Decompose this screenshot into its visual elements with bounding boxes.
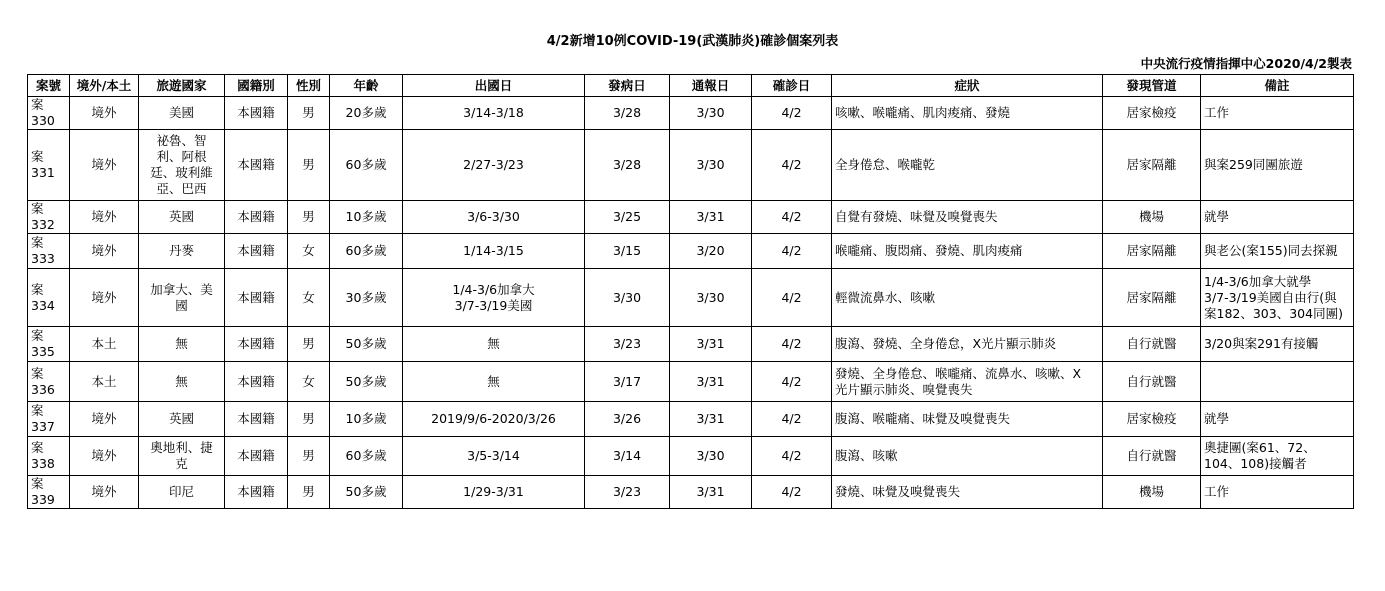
cell-notes: 就學 bbox=[1201, 201, 1354, 234]
cell-nationality: 本國籍 bbox=[225, 269, 288, 327]
cell-channel: 機場 bbox=[1103, 476, 1201, 509]
cell-departure: 1/14-3/15 bbox=[403, 234, 585, 269]
cell-travel: 英國 bbox=[139, 201, 225, 234]
cell-confirm: 4/2 bbox=[752, 130, 832, 201]
cell-confirm: 4/2 bbox=[752, 327, 832, 362]
cell-origin: 境外 bbox=[70, 269, 139, 327]
header-onset: 發病日 bbox=[585, 75, 670, 97]
cell-symptoms: 發燒、全身倦怠、喉嚨痛、流鼻水、咳嗽、X 光片顯示肺炎、嗅覺喪失 bbox=[832, 362, 1103, 402]
header-sex: 性別 bbox=[288, 75, 330, 97]
cell-case-no: 案334 bbox=[28, 269, 70, 327]
cell-onset: 3/30 bbox=[585, 269, 670, 327]
cell-channel: 機場 bbox=[1103, 201, 1201, 234]
cell-sex: 女 bbox=[288, 269, 330, 327]
cell-age: 50多歲 bbox=[330, 476, 403, 509]
cell-confirm: 4/2 bbox=[752, 269, 832, 327]
cell-origin: 境外 bbox=[70, 437, 139, 476]
cell-nationality: 本國籍 bbox=[225, 402, 288, 437]
document-title: 4/2新增10例COVID-19(武漢肺炎)確診個案列表 bbox=[546, 34, 839, 49]
table-row bbox=[28, 97, 1354, 130]
cell-age: 10多歲 bbox=[330, 402, 403, 437]
cell-channel: 居家隔離 bbox=[1103, 130, 1201, 201]
cell-symptoms: 腹瀉、喉嚨痛、味覺及嗅覺喪失 bbox=[832, 402, 1103, 437]
cell-nationality: 本國籍 bbox=[225, 130, 288, 201]
table-row bbox=[28, 402, 1354, 437]
cell-nationality: 本國籍 bbox=[225, 437, 288, 476]
cell-sex: 男 bbox=[288, 402, 330, 437]
cell-report: 3/31 bbox=[670, 327, 752, 362]
cell-nationality: 本國籍 bbox=[225, 97, 288, 130]
cell-travel: 無 bbox=[139, 362, 225, 402]
header-departure: 出國日 bbox=[403, 75, 585, 97]
header-age: 年齡 bbox=[330, 75, 403, 97]
cell-departure: 3/5-3/14 bbox=[403, 437, 585, 476]
cell-age: 60多歲 bbox=[330, 130, 403, 201]
cell-symptoms: 全身倦怠、喉嚨乾 bbox=[832, 130, 1103, 201]
cell-case-no: 案335 bbox=[28, 327, 70, 362]
cell-departure: 3/6-3/30 bbox=[403, 201, 585, 234]
cell-age: 50多歲 bbox=[330, 327, 403, 362]
header-confirm: 確診日 bbox=[752, 75, 832, 97]
cell-case-no: 案332 bbox=[28, 201, 70, 234]
cell-age: 60多歲 bbox=[330, 234, 403, 269]
cell-onset: 3/17 bbox=[585, 362, 670, 402]
cell-symptoms: 自覺有發燒、味覺及嗅覺喪失 bbox=[832, 201, 1103, 234]
cell-channel: 自行就醫 bbox=[1103, 437, 1201, 476]
cell-departure: 1/4-3/6加拿大 3/7-3/19美國 bbox=[403, 269, 585, 327]
cell-age: 10多歲 bbox=[330, 201, 403, 234]
header-notes: 備註 bbox=[1201, 75, 1354, 97]
cell-confirm: 4/2 bbox=[752, 234, 832, 269]
cell-sex: 男 bbox=[288, 97, 330, 130]
cell-sex: 男 bbox=[288, 201, 330, 234]
cell-travel: 丹麥 bbox=[139, 234, 225, 269]
cell-case-no: 案330 bbox=[28, 97, 70, 130]
cell-travel: 無 bbox=[139, 327, 225, 362]
cell-departure: 無 bbox=[403, 362, 585, 402]
cell-report: 3/30 bbox=[670, 97, 752, 130]
cell-report: 3/31 bbox=[670, 476, 752, 509]
cell-nationality: 本國籍 bbox=[225, 362, 288, 402]
cell-report: 3/30 bbox=[670, 269, 752, 327]
cell-departure: 2/27-3/23 bbox=[403, 130, 585, 201]
cell-sex: 男 bbox=[288, 327, 330, 362]
cell-sex: 男 bbox=[288, 130, 330, 201]
cell-sex: 女 bbox=[288, 362, 330, 402]
cell-case-no: 案338 bbox=[28, 437, 70, 476]
cell-confirm: 4/2 bbox=[752, 402, 832, 437]
cell-notes: 與案259同團旅遊 bbox=[1201, 130, 1354, 201]
cell-origin: 本土 bbox=[70, 327, 139, 362]
header-channel: 發現管道 bbox=[1103, 75, 1201, 97]
cell-nationality: 本國籍 bbox=[225, 476, 288, 509]
header-origin: 境外/本土 bbox=[70, 75, 139, 97]
cell-report: 3/31 bbox=[670, 402, 752, 437]
cell-nationality: 本國籍 bbox=[225, 234, 288, 269]
header-report: 通報日 bbox=[670, 75, 752, 97]
cell-origin: 境外 bbox=[70, 476, 139, 509]
cell-channel: 居家檢疫 bbox=[1103, 402, 1201, 437]
cell-case-no: 案339 bbox=[28, 476, 70, 509]
cell-departure: 2019/9/6-2020/3/26 bbox=[403, 402, 585, 437]
cell-symptoms: 發燒、味覺及嗅覺喪失 bbox=[832, 476, 1103, 509]
cell-onset: 3/15 bbox=[585, 234, 670, 269]
cell-nationality: 本國籍 bbox=[225, 327, 288, 362]
cell-confirm: 4/2 bbox=[752, 476, 832, 509]
header-symptoms: 症狀 bbox=[832, 75, 1103, 97]
cell-origin: 境外 bbox=[70, 402, 139, 437]
cell-notes: 3/20與案291有接觸 bbox=[1201, 327, 1354, 362]
cell-case-no: 案336 bbox=[28, 362, 70, 402]
cell-age: 30多歲 bbox=[330, 269, 403, 327]
cell-confirm: 4/2 bbox=[752, 437, 832, 476]
issuer-line: 中央流行疫情指揮中心2020/4/2製表 bbox=[1140, 56, 1352, 71]
header-row bbox=[28, 75, 1354, 97]
cell-notes: 工作 bbox=[1201, 97, 1354, 130]
table-row bbox=[28, 362, 1354, 402]
cell-case-no: 案333 bbox=[28, 234, 70, 269]
cell-channel: 居家隔離 bbox=[1103, 269, 1201, 327]
cell-onset: 3/25 bbox=[585, 201, 670, 234]
table-row bbox=[28, 437, 1354, 476]
cell-notes: 工作 bbox=[1201, 476, 1354, 509]
cell-report: 3/30 bbox=[670, 437, 752, 476]
cell-travel: 加拿大、美 國 bbox=[139, 269, 225, 327]
cell-report: 3/31 bbox=[670, 362, 752, 402]
case-table bbox=[27, 74, 1354, 509]
cell-case-no: 案331 bbox=[28, 130, 70, 201]
cell-travel: 祕魯、智 利、阿根 廷、玻利維 亞、巴西 bbox=[139, 130, 225, 201]
cell-origin: 境外 bbox=[70, 201, 139, 234]
header-nationality: 國籍別 bbox=[225, 75, 288, 97]
cell-origin: 本土 bbox=[70, 362, 139, 402]
header-travel: 旅遊國家 bbox=[139, 75, 225, 97]
cell-origin: 境外 bbox=[70, 97, 139, 130]
cell-age: 50多歲 bbox=[330, 362, 403, 402]
cell-travel: 奧地利、捷 克 bbox=[139, 437, 225, 476]
cell-notes bbox=[1201, 362, 1354, 402]
cell-sex: 女 bbox=[288, 234, 330, 269]
cell-onset: 3/23 bbox=[585, 476, 670, 509]
cell-symptoms: 腹瀉、咳嗽 bbox=[832, 437, 1103, 476]
cell-notes: 就學 bbox=[1201, 402, 1354, 437]
cell-sex: 男 bbox=[288, 476, 330, 509]
cell-travel: 美國 bbox=[139, 97, 225, 130]
cell-notes: 1/4-3/6加拿大就學 3/7-3/19美國自由行(與 案182、303、304同團) bbox=[1201, 269, 1354, 327]
table-row bbox=[28, 130, 1354, 201]
cell-onset: 3/28 bbox=[585, 97, 670, 130]
cell-onset: 3/23 bbox=[585, 327, 670, 362]
cell-travel: 英國 bbox=[139, 402, 225, 437]
table-row bbox=[28, 327, 1354, 362]
cell-departure: 1/29-3/31 bbox=[403, 476, 585, 509]
cell-notes: 奧捷團(案61、72、 104、108)接觸者 bbox=[1201, 437, 1354, 476]
cell-channel: 居家隔離 bbox=[1103, 234, 1201, 269]
cell-departure: 3/14-3/18 bbox=[403, 97, 585, 130]
cell-sex: 男 bbox=[288, 437, 330, 476]
cell-report: 3/30 bbox=[670, 130, 752, 201]
cell-case-no: 案337 bbox=[28, 402, 70, 437]
cell-report: 3/20 bbox=[670, 234, 752, 269]
cell-origin: 境外 bbox=[70, 234, 139, 269]
cell-age: 60多歲 bbox=[330, 437, 403, 476]
cell-symptoms: 喉嚨痛、腹悶痛、發燒、肌肉痠痛 bbox=[832, 234, 1103, 269]
cell-channel: 自行就醫 bbox=[1103, 327, 1201, 362]
cell-channel: 自行就醫 bbox=[1103, 362, 1201, 402]
table-row bbox=[28, 201, 1354, 234]
cell-onset: 3/14 bbox=[585, 437, 670, 476]
cell-symptoms: 咳嗽、喉嚨痛、肌肉痠痛、發燒 bbox=[832, 97, 1103, 130]
cell-symptoms: 腹瀉、發燒、全身倦怠，X光片顯示肺炎 bbox=[832, 327, 1103, 362]
cell-confirm: 4/2 bbox=[752, 362, 832, 402]
cell-departure: 無 bbox=[403, 327, 585, 362]
table-row bbox=[28, 476, 1354, 509]
cell-report: 3/31 bbox=[670, 201, 752, 234]
table-row bbox=[28, 269, 1354, 327]
cell-onset: 3/26 bbox=[585, 402, 670, 437]
cell-symptoms: 輕微流鼻水、咳嗽 bbox=[832, 269, 1103, 327]
cell-notes: 與老公(案155)同去探親 bbox=[1201, 234, 1354, 269]
header-case-no: 案號 bbox=[28, 75, 70, 97]
cell-origin: 境外 bbox=[70, 130, 139, 201]
cell-channel: 居家檢疫 bbox=[1103, 97, 1201, 130]
cell-confirm: 4/2 bbox=[752, 97, 832, 130]
cell-travel: 印尼 bbox=[139, 476, 225, 509]
table-row bbox=[28, 234, 1354, 269]
cell-nationality: 本國籍 bbox=[225, 201, 288, 234]
cell-confirm: 4/2 bbox=[752, 201, 832, 234]
cell-age: 20多歲 bbox=[330, 97, 403, 130]
cell-onset: 3/28 bbox=[585, 130, 670, 201]
